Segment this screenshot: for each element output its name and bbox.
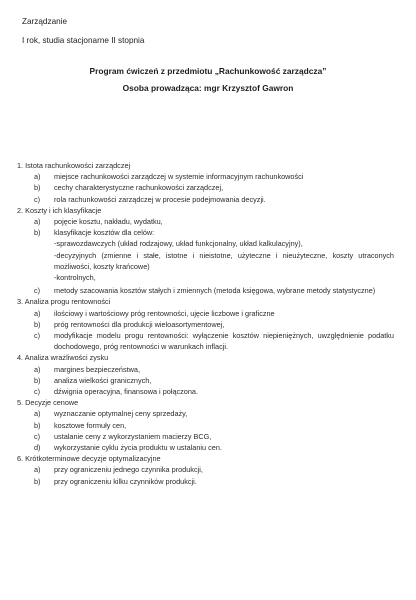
program-content [0,160,416,487]
list-item [0,216,416,227]
list-item [0,386,416,397]
list-item [0,182,416,193]
item-text: wyznaczanie optymalnej ceny sprzedaży, [54,409,188,419]
list-item [0,227,416,238]
item-marker: a) [34,409,41,419]
section-title: 5. Decyzje cenowe [17,398,79,408]
item-text: miejsce rachunkowości zarządczej w systemie informacyjnym rachunkowości [54,172,304,182]
list-item [0,476,416,487]
list-item [0,408,416,419]
item-text: przy ograniczeniu kilku czynników produkcji. [54,476,197,486]
list-item [0,194,416,205]
item-text: analiza wielkości granicznych, [54,375,152,385]
section-title: 6. Krótkoterminowe decyzje optymalizacyjne [17,454,161,464]
list-item [0,364,416,375]
item-text: cechy charakterystyczne rachunkowości zarządczej, [54,183,224,193]
item-marker: a) [34,217,41,227]
list-item [0,171,416,182]
item-marker: b) [34,420,41,430]
sub-line: -sprawozdawczych (układ rodzajowy, układ funkcjonalny, układ kalkulacyjny), [54,239,303,249]
item-marker: c) [34,286,41,296]
item-marker: a) [34,172,41,182]
section-3 [0,296,416,307]
list-item [0,319,416,330]
list-item [0,330,416,352]
header-line-1: Zarządzanie [22,17,68,26]
item-text: ilościowy i wartościowy próg rentowności, ujęcie liczbowe i graficzne [54,308,275,318]
section-4 [0,352,416,363]
item-text: wykorzystanie cyklu życia produktu w ustalaniu cen. [54,443,222,453]
item-text: przy ograniczeniu jednego czynnika produkcji, [54,465,203,475]
item-text: modyfikacje modelu progu rentowności: wyłączenie kosztów niepieniężnych, uwzględnienie podatku dochodowego, próg rentowności w warunkach inflacji. [54,331,394,352]
section-title: 1. Istota rachunkowości zarządczej [17,161,131,170]
item-marker: c) [34,194,41,204]
item-marker: b) [34,228,41,238]
item-marker: b) [34,183,41,193]
item-text: próg rentowności dla produkcji wieloasortymentowej, [54,319,225,329]
list-item [0,375,416,386]
item-marker: a) [34,465,41,475]
item-text: metody szacowania kosztów stałych i zmiennych (metoda księgowa, wybrane metody statystyczne) [54,286,376,296]
section-1 [0,160,416,171]
item-marker: c) [34,331,41,341]
item-marker: c) [34,387,41,397]
section-5 [0,397,416,408]
section-title: 2. Koszty i ich klasyfikacje [17,205,102,215]
section-6 [0,453,416,464]
item-text: ustalanie ceny z wykorzystaniem macierzy BCG, [54,431,212,441]
item-text: margines bezpieczeństwa, [54,364,140,374]
item-text: rola rachunkowości zarządczej w procesie podejmowania decyzji. [54,194,266,204]
item-marker: a) [34,364,41,374]
item-marker: b) [34,319,41,329]
list-item [0,285,416,296]
item-marker: d) [34,443,41,453]
section-title: 4. Analiza wrażliwości zysku [17,353,109,363]
item-marker: c) [34,431,41,441]
item-text: klasyfikacje kosztów dla celów: [54,228,155,238]
item-text: dźwignia operacyjna, finansowa i połączona. [54,387,198,397]
item-marker: b) [34,476,41,486]
sub-line: -kontrolnych, [54,273,96,283]
list-item [0,308,416,319]
section-2 [0,205,416,216]
list-item [0,420,416,431]
sub-line: -decyzyjnych (zmienne i stałe, istotne i nieistotne, użyteczne i nieużyteczne, koszty utraconych możliwości, koszty krańcowe) [54,250,394,271]
document-title: Program ćwiczeń z przedmiotu „Rachunkowość zarządcza” [89,66,327,76]
header-line-2: I rok, studia stacjonarne II stopnia [22,36,145,45]
item-text: kosztowe formuły cen, [54,420,127,430]
document-subtitle: Osoba prowadząca: mgr Krzysztof Gawron [122,83,294,93]
list-item [0,442,416,453]
list-item [0,464,416,475]
list-item [0,431,416,442]
section-title: 3. Analiza progu rentowności [17,297,111,307]
item-marker: b) [34,375,41,385]
item-marker: a) [34,308,41,318]
item-text: pojęcie kosztu, nakładu, wydatku, [54,217,163,227]
